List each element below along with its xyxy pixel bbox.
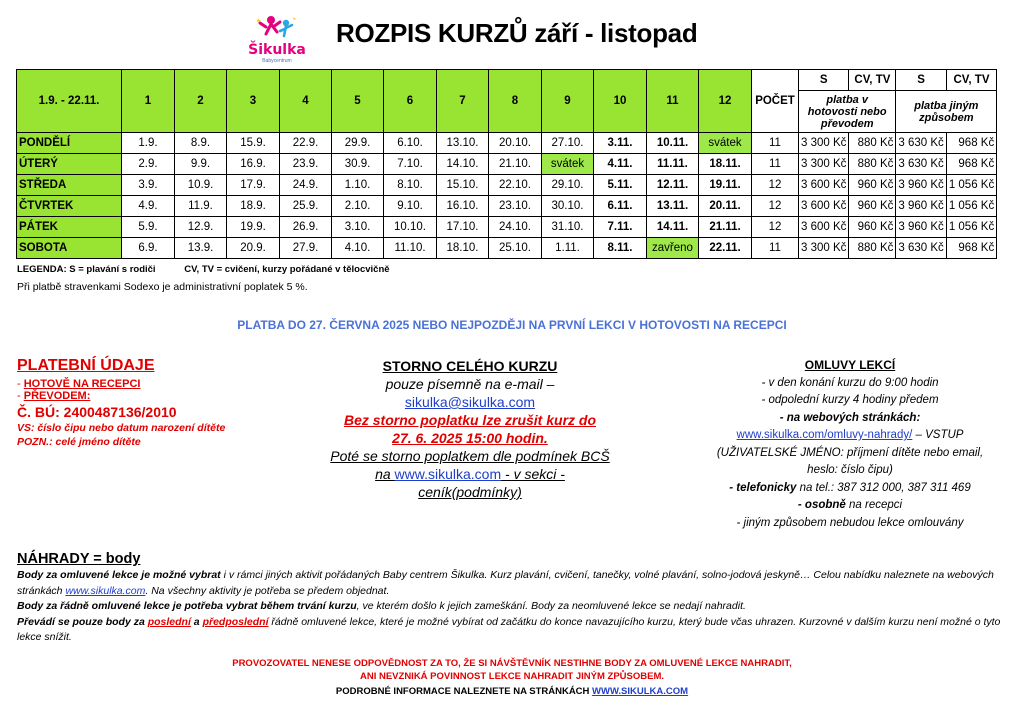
storno-deadline: 27. 6. 2025 15:00 hodin. (392, 430, 548, 446)
date-cell: 6.11. (594, 196, 647, 217)
date-cell: 27.10. (542, 133, 594, 154)
excuse-line: heslo: číslo čipu) (807, 464, 893, 476)
date-cell: 20.10. (489, 133, 542, 154)
red-text: předposlední (202, 615, 269, 628)
replacements-p1 (17, 568, 1007, 599)
bold-text: a (190, 615, 203, 628)
day-name: STŘEDA (17, 175, 122, 196)
date-cell: 1.11. (542, 238, 594, 259)
dash: - (17, 378, 24, 390)
text: . Na všechny aktivity je potřeba se předem objednat. (145, 584, 390, 597)
lesson-header: 6 (384, 70, 437, 133)
price-cell: 3 960 Kč (896, 196, 946, 217)
excuse-line: - v den konání kurzu do 9:00 hodin (761, 376, 939, 389)
date-cell: 20.11. (699, 196, 752, 217)
date-cell: svátek (699, 133, 752, 154)
excuse-info (690, 357, 1010, 532)
date-cell: 24.9. (280, 175, 332, 196)
count-cell: 12 (752, 175, 799, 196)
count-cell: 11 (752, 238, 799, 259)
date-cell: 22.10. (489, 175, 542, 196)
excuse-link[interactable]: www.sikulka.com/omluvy-nahrady/ (736, 429, 913, 441)
date-cell: zavřeno (647, 238, 699, 259)
date-cell: 3.10. (332, 217, 384, 238)
price-cell: 968 Kč (946, 133, 996, 154)
date-cell: 19.11. (699, 175, 752, 196)
storno-email-link[interactable]: sikulka@sikulka.com (404, 394, 536, 410)
payment-deadline: PLATBA DO 27. ČERVNA 2025 NEBO NEJPOZDĚJI NA PRVNÍ LEKCI V HOTOVOSTI NA RECEPCI (237, 318, 787, 332)
price-cell: 1 056 Kč (946, 175, 996, 196)
date-cell: 7.10. (384, 154, 437, 175)
date-cell: 1.10. (332, 175, 384, 196)
dash: - (17, 390, 24, 402)
date-cell: 12.11. (647, 175, 699, 196)
date-cell: 29.9. (332, 133, 384, 154)
price-cell: 968 Kč (946, 154, 996, 175)
schedule-header (17, 70, 997, 133)
storno-text: - v sekci - (501, 466, 565, 482)
date-cell: 29.10. (542, 175, 594, 196)
sikulka-link[interactable]: www.sikulka.com (394, 466, 502, 482)
sikulka-link[interactable]: www.sikulka.com (65, 584, 146, 597)
bold-text: Body za omluvené lekce je možné vybrat (17, 569, 221, 581)
date-cell: 22.11. (699, 238, 752, 259)
count-cell: 11 (752, 154, 799, 175)
legend-s: LEGENDA: S = plavání s rodiči (17, 264, 156, 275)
date-cell: 10.9. (175, 175, 227, 196)
excuse-line: - na webových stránkách: (779, 411, 921, 424)
count-header: POČET (752, 70, 799, 133)
lesson-header: 11 (647, 70, 699, 133)
lesson-header: 9 (542, 70, 594, 133)
pay-other-header: platba jiným způsobem (896, 91, 997, 133)
table-row (17, 154, 997, 175)
text: řádně omluvené lekce, které je možné vybírat od začátku do konce navazujícího kurzu, který bude včas uhrazen. Kurzovné v dalším kurzu není možné o tyto lekce snížit. (17, 615, 1001, 644)
date-cell: 25.9. (280, 196, 332, 217)
logo-name: Šikulka (248, 42, 306, 58)
date-cell: 14.10. (437, 154, 489, 175)
day-name: PONDĚLÍ (17, 133, 122, 154)
replacements-section (17, 550, 1007, 646)
replacements-p3 (17, 615, 1007, 646)
text: i v rámci jiných aktivit pořádaných Baby centrem Šikulka. Kurz plavání, cvičení, tanečky, volné plavání, solno-jodová jeskyně… Celou nabídku naleznete na webových stránkách (17, 569, 994, 597)
date-cell: 13.10. (437, 133, 489, 154)
date-cell: 17.9. (227, 175, 280, 196)
date-cell: 18.9. (227, 196, 280, 217)
date-cell: 2.9. (122, 154, 175, 175)
price-header-cv: CV, TV (849, 70, 896, 91)
storno-line: pouze písemně na e-mail – (385, 376, 555, 392)
excuse-person-label: - osobně (797, 499, 846, 511)
excuse-vstup: – VSTUP (912, 429, 964, 441)
date-cell: 24.10. (489, 217, 542, 238)
lesson-header: 12 (699, 70, 752, 133)
lesson-header: 2 (175, 70, 227, 133)
date-cell: 5.11. (594, 175, 647, 196)
date-cell: 14.11. (647, 217, 699, 238)
price-cell: 880 Kč (849, 238, 896, 259)
day-name: ÚTERÝ (17, 154, 122, 175)
date-cell: 13.9. (175, 238, 227, 259)
count-cell: 12 (752, 217, 799, 238)
date-cell: 4.9. (122, 196, 175, 217)
date-cell: 21.11. (699, 217, 752, 238)
lesson-header: 5 (332, 70, 384, 133)
price-cell: 960 Kč (849, 196, 896, 217)
replacements-heading: NÁHRADY = body (17, 551, 141, 567)
date-cell: 18.10. (437, 238, 489, 259)
bank-account: Č. BÚ: 2400487136/2010 (17, 404, 177, 420)
date-cell: 1.9. (122, 133, 175, 154)
excuse-line: (UŽIVATELSKÉ JMÉNO: příjmení dítěte nebo email, (716, 446, 984, 459)
date-cell: 13.11. (647, 196, 699, 217)
price-cell: 1 056 Kč (946, 217, 996, 238)
sodexo-note: Při platbě stravenkami Sodexo je administrativní poplatek 5 %. (17, 281, 308, 293)
date-cell: 8.11. (594, 238, 647, 259)
date-cell: 21.10. (489, 154, 542, 175)
date-cell: 10.10. (384, 217, 437, 238)
day-name: ČTVRTEK (17, 196, 122, 217)
date-cell: 23.9. (280, 154, 332, 175)
schedule-body (17, 133, 997, 259)
excuse-heading: OMLUVY LEKCÍ (804, 358, 896, 372)
date-cell: svátek (542, 154, 594, 175)
date-cell: 16.10. (437, 196, 489, 217)
date-cell: 30.10. (542, 196, 594, 217)
date-cell: 18.11. (699, 154, 752, 175)
date-cell: 15.10. (437, 175, 489, 196)
lesson-header: 10 (594, 70, 647, 133)
excuse-phone-label: - telefonicky (729, 481, 797, 494)
storno-fee-line: Poté se storno poplatkem dle podmínek BCŠ (330, 448, 610, 464)
price-cell: 3 600 Kč (799, 217, 849, 238)
text: , ve kterém došlo k jejich zameškání. Body za neomluvené lekce se nedají nahradit. (356, 600, 746, 613)
red-text: poslední (147, 615, 191, 628)
bold-text: Body za řádně omluvené lekce je potřeba vybrat během trvání kurzu (17, 600, 357, 613)
date-cell: 3.9. (122, 175, 175, 196)
price-cell: 3 600 Kč (799, 175, 849, 196)
date-cell: 10.11. (647, 133, 699, 154)
price-header-s: S (799, 70, 849, 91)
price-header-s: S (896, 70, 946, 91)
logo-figures-icon (246, 14, 308, 44)
logo (246, 14, 308, 62)
date-cell: 31.10. (542, 217, 594, 238)
date-cell: 19.9. (227, 217, 280, 238)
lesson-header: 3 (227, 70, 280, 133)
date-cell: 11.10. (384, 238, 437, 259)
footer-info (0, 686, 1024, 697)
pay-cash-header: platba v hotovosti nebo převodem (799, 91, 896, 133)
price-cell: 3 600 Kč (799, 196, 849, 217)
price-cell: 3 300 Kč (799, 133, 849, 154)
replacements-p2 (17, 599, 1007, 615)
price-cell: 3 960 Kč (896, 175, 946, 196)
date-cell: 15.9. (227, 133, 280, 154)
date-cell: 3.11. (594, 133, 647, 154)
transfer-line: PŘEVODEM: (23, 390, 91, 402)
price-cell: 3 630 Kč (896, 133, 946, 154)
price-cell: 968 Kč (946, 238, 996, 259)
date-cell: 26.9. (280, 217, 332, 238)
date-cell: 9.10. (384, 196, 437, 217)
date-cell: 27.9. (280, 238, 332, 259)
date-cell: 12.9. (175, 217, 227, 238)
date-cell: 16.9. (227, 154, 280, 175)
date-cell: 7.11. (594, 217, 647, 238)
table-row (17, 238, 997, 259)
price-cell: 3 960 Kč (896, 217, 946, 238)
storno-text: na (375, 466, 395, 482)
lesson-header: 1 (122, 70, 175, 133)
date-cell: 2.10. (332, 196, 384, 217)
count-cell: 11 (752, 133, 799, 154)
page-title: ROZPIS KURZŮ září - listopad (336, 18, 698, 48)
date-cell: 17.10. (437, 217, 489, 238)
date-cell: 22.9. (280, 133, 332, 154)
table-row (17, 133, 997, 154)
lesson-header: 8 (489, 70, 542, 133)
logo-subtitle: Babycentrum (262, 58, 292, 64)
storno-info (320, 357, 620, 501)
payment-note: POZN.: celé jméno dítěte (17, 436, 141, 448)
price-header-cv: CV, TV (946, 70, 996, 91)
table-row (17, 217, 997, 238)
storno-free-line: Bez storno poplatku lze zrušit kurz do (343, 412, 597, 428)
footer-link[interactable]: WWW.SIKULKA.COM (592, 686, 689, 697)
excuse-person: na recepci (845, 499, 903, 511)
payment-info-heading: PLATEBNÍ ÚDAJE (17, 357, 155, 374)
footer-disclaimer-1: PROVOZOVATEL NENESE ODPOVĚDNOST ZA TO, ŽE SI NÁVŠTĚVNÍK NESTIHNE BODY ZA OMLUVENÉ LEKCE NAHRADIT, (232, 658, 792, 669)
date-cell: 4.11. (594, 154, 647, 175)
date-cell: 25.10. (489, 238, 542, 259)
footer-disclaimer-2: ANI NEVZNIKÁ POVINNOST LEKCE NAHRADIT JINÝM ZPŮSOBEM. (359, 671, 665, 682)
date-cell: 11.9. (175, 196, 227, 217)
lesson-header: 7 (437, 70, 489, 133)
excuse-phone: na tel.: 387 312 000, 387 311 469 (796, 481, 971, 494)
price-cell: 3 630 Kč (896, 238, 946, 259)
footer-text: PODROBNÉ INFORMACE NALEZNETE NA STRÁNKÁCH (335, 686, 593, 697)
date-cell: 23.10. (489, 196, 542, 217)
date-cell: 8.9. (175, 133, 227, 154)
storno-heading: STORNO CELÉHO KURZU (382, 358, 558, 374)
price-cell: 3 300 Kč (799, 154, 849, 175)
table-row (17, 175, 997, 196)
cash-line: HOTOVĚ NA RECEPCI (23, 378, 141, 390)
storno-pricelist: ceník(podmínky) (418, 484, 522, 500)
legend (17, 264, 390, 275)
excuse-line: - odpolední kurzy 4 hodiny předem (761, 394, 939, 406)
date-cell: 6.9. (122, 238, 175, 259)
excuse-line: - jiným způsobem nebudou lekce omlouvány (736, 516, 964, 529)
variable-symbol: VS: číslo čipu nebo datum narození dítěte (17, 422, 226, 434)
price-cell: 3 630 Kč (896, 154, 946, 175)
date-cell: 6.10. (384, 133, 437, 154)
date-cell: 8.10. (384, 175, 437, 196)
bold-text: Převádí se pouze body za (17, 615, 148, 628)
date-cell: 5.9. (122, 217, 175, 238)
price-cell: 3 300 Kč (799, 238, 849, 259)
date-cell: 20.9. (227, 238, 280, 259)
date-cell: 11.11. (647, 154, 699, 175)
date-cell: 4.10. (332, 238, 384, 259)
price-cell: 880 Kč (849, 133, 896, 154)
day-name: SOBOTA (17, 238, 122, 259)
price-cell: 960 Kč (849, 217, 896, 238)
price-cell: 880 Kč (849, 154, 896, 175)
schedule-table (16, 69, 997, 259)
day-name: PÁTEK (17, 217, 122, 238)
payment-info (17, 357, 317, 448)
lesson-header: 4 (280, 70, 332, 133)
legend-cv: CV, TV = cvičení, kurzy pořádané v tělocvičně (184, 264, 390, 275)
count-cell: 12 (752, 196, 799, 217)
date-cell: 30.9. (332, 154, 384, 175)
date-cell: 9.9. (175, 154, 227, 175)
price-cell: 960 Kč (849, 175, 896, 196)
table-row (17, 196, 997, 217)
price-cell: 1 056 Kč (946, 196, 996, 217)
period-header: 1.9. - 22.11. (17, 70, 122, 133)
